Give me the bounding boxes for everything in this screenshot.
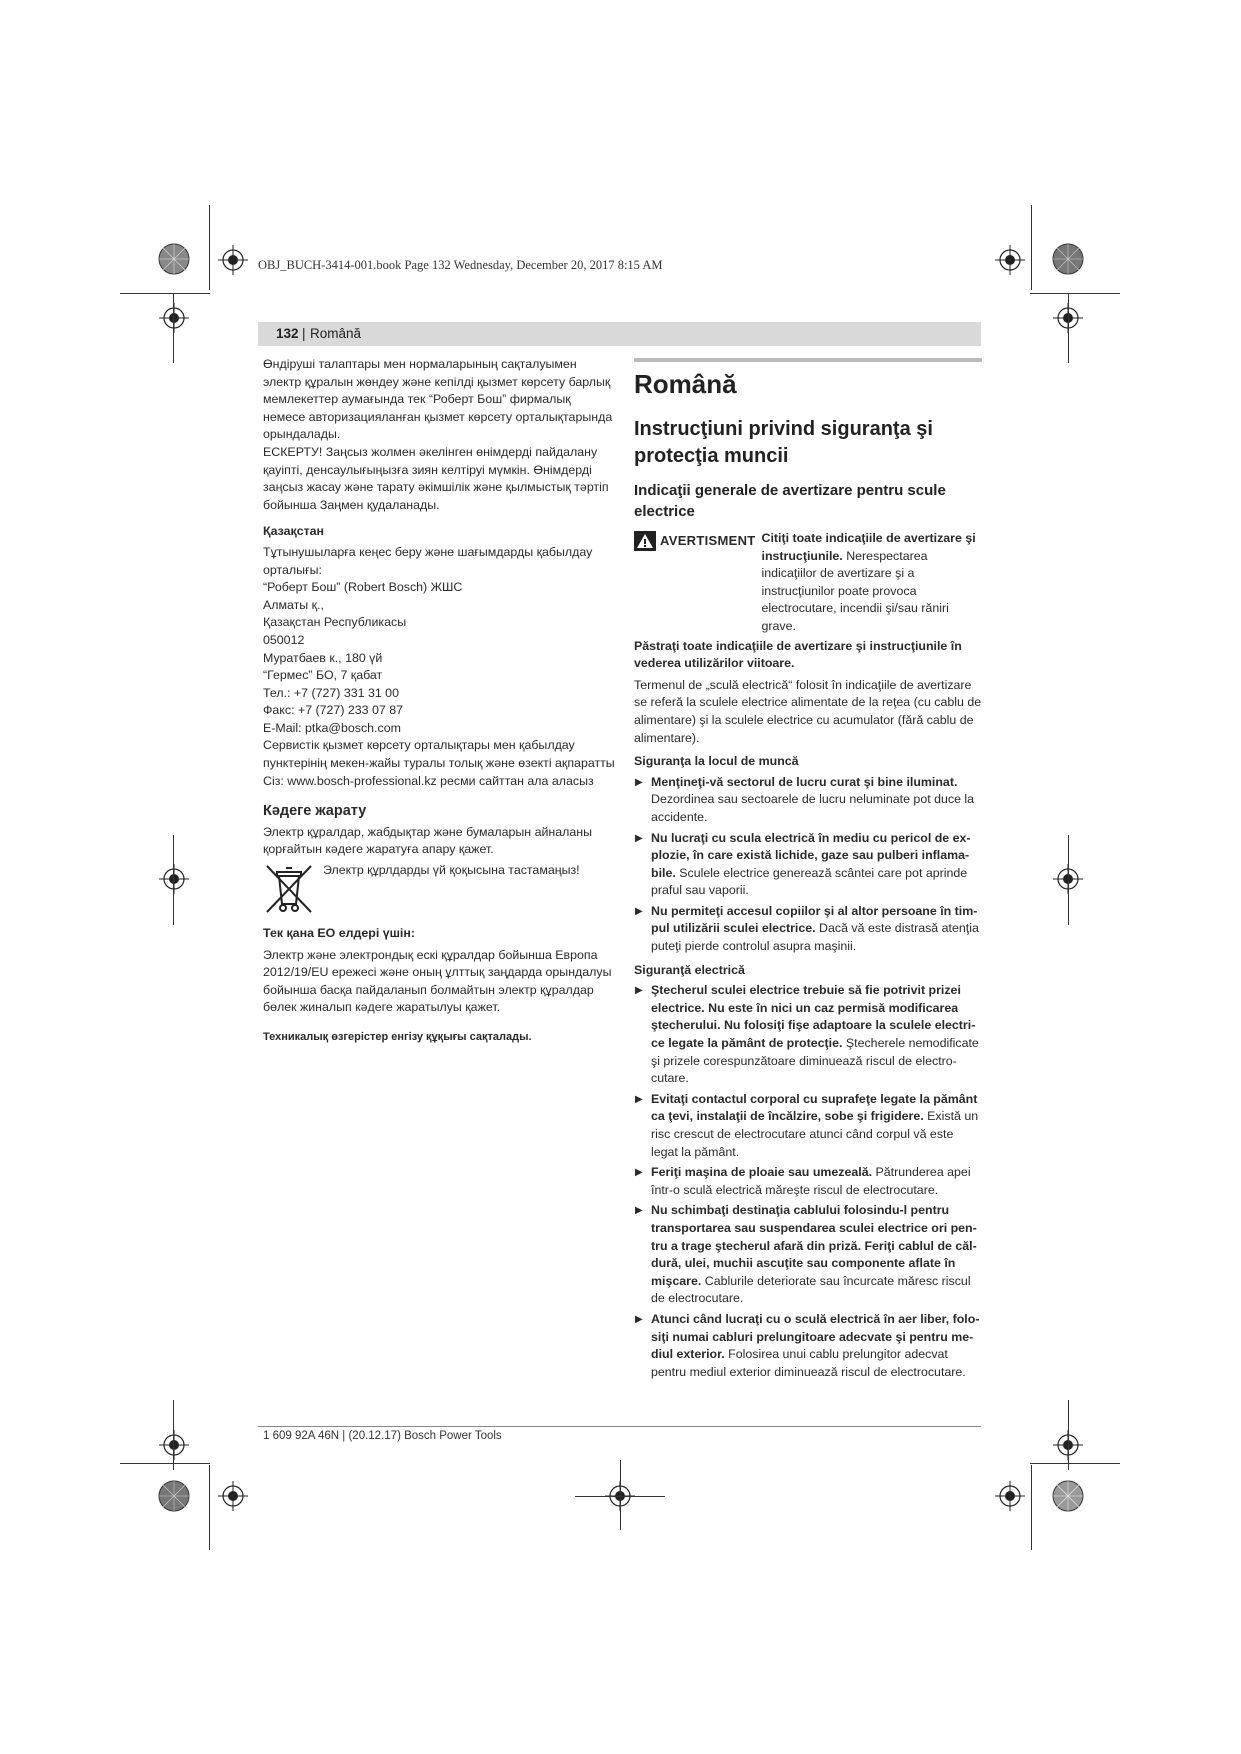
item-text: Dacă vă este distrasă atenţia puteţi pierde controlul asupra maşinii. [651, 921, 979, 954]
bullet-triangle-icon: ▶ [635, 776, 643, 788]
contact-line: “Роберт Бош” (Robert Bosch) ЖШС [263, 580, 463, 595]
workplace-item [634, 830, 982, 900]
running-header-bar [258, 322, 981, 346]
crosshair-icon [159, 1430, 189, 1460]
workplace-heading: Siguranţa la locul de muncă [634, 754, 799, 769]
crosshair-icon [995, 1481, 1025, 1511]
item-bold: Menţineţi-vă sectorul de lucru curat şi bine iluminat. [651, 774, 958, 789]
warning-text: Nerespectarea indicaţiilor de avertizare şi a instrucţiunilor poate provoca electrocutare, incendii şi/sau răniri grave. [761, 548, 949, 633]
bullet-triangle-icon: ▶ [635, 1313, 643, 1325]
contact-line: Тұтынушыларға кеңес беру және шағымдарды қабылдау орталығы: [263, 544, 593, 577]
registration-disc-icon [158, 1480, 190, 1512]
contact-line: 050012 [263, 632, 305, 647]
electrical-item [634, 1311, 982, 1381]
service-paragraph: Өндіруші талаптары мен нормаларының сақталуымен электр құралын жөндеу және кепілді қызмет көрсету барлық мемлекеттер аумағында тек “Роберт Бош” фирмалық немесе авторизацияланған қызмет көрсету орталықтарында орындалады. [263, 357, 613, 442]
left-column [263, 356, 615, 1047]
weee-notice [263, 862, 615, 916]
crosshair-icon [159, 864, 189, 894]
item-bold: Feriţi maşina de ploaie sau umezeală. [651, 1165, 873, 1180]
bullet-triangle-icon: ▶ [635, 832, 643, 844]
contact-line: Қазақстан Республикасы [263, 615, 407, 630]
item-text: Pătrunderea apei într-o sculă electrică măreşte riscul de electrocutare. [651, 1165, 971, 1197]
workplace-item [634, 774, 982, 827]
language-title: Română [634, 369, 737, 399]
registration-disc-icon [1052, 1480, 1084, 1512]
print-header: OBJ_BUCH-3414-001.book Page 132 Wednesday, December 20, 2017 8:15 AM [258, 258, 663, 272]
footer-rule [258, 1426, 981, 1427]
warning-badge [634, 531, 756, 551]
contact-line: Алматы қ., [263, 597, 324, 612]
item-bold: Ştecherul sculei electrice trebuie să fie potrivit prizei electrice. Nu este în nici un caz permisă modificarea ştecherului. Nu folosiţi fişe adaptoare la sculele electrice legate la pământ de protecţie. [651, 983, 976, 1051]
eu-text: Электр және электрондық ескі құралдар бойынша Европа 2012/19/EU ережесі және оның ұлттық заңдарда орындалуы бойынша басқа пайдаланып болмайтын электр құралдар бөлек жиналып кәдеге жаратылуы қажет. [263, 947, 612, 1015]
electrical-item [634, 982, 982, 1088]
item-text: Sculele electrice generează scântei care pot aprinde praful sau vaporii. [651, 865, 968, 898]
warning-triangle-icon [634, 531, 656, 551]
warning-block [634, 530, 982, 636]
subsection-title: Indicaţii generale de avertizare pentru scule electrice [634, 482, 946, 520]
item-text: Folosirea unui cablu prelungitor adecvat pentru mediul exterior diminuează riscul de electrocutare. [651, 1347, 966, 1379]
rights-note: Техникалық өзгерістер енгізу құқығы сақталады. [263, 1031, 532, 1043]
contact-line: Сервистік қызмет көрсету орталықтары мен қабылдау пунктерінің мекен-жайы туралы толық және өзекті ақпаратты Сіз: www.bosch-professional.kz ресми сайттан ала аласыз [263, 738, 615, 788]
crosshair-icon [995, 245, 1025, 275]
bullet-triangle-icon: ▶ [635, 1093, 643, 1105]
section-title: Instrucţiuni privind siguranţa şi protecţia muncii [634, 418, 933, 467]
electrical-item [634, 1091, 982, 1161]
contact-line: Факс: +7 (727) 233 07 87 [263, 703, 404, 718]
item-bold: Nu schimbaţi destinaţia cablului folosindu-l pentru transportarea sau suspendarea sculei electrice ori pentru a trage ştecherul afară din priză. Feriţi cablul de căldură, ulei, muchii ascuţite sau componente aflate în mişcare. [651, 1203, 977, 1288]
contact-line: Муратбаев к., 180 үй [263, 650, 383, 665]
warning-bold: Citiţi toate indicaţiile de avertizare şi instrucţiunile. [761, 531, 976, 563]
disposal-heading: Кәдеге жарату [263, 803, 367, 820]
bullet-triangle-icon: ▶ [635, 905, 643, 917]
disposal-text: Электр құралдар, жабдықтар және бумаларын айналаны қорғайтын кәдеге жаратуға апару қажет. [263, 824, 593, 857]
bullet-triangle-icon: ▶ [635, 985, 643, 997]
registration-disc-icon [158, 243, 190, 275]
bullet-triangle-icon: ▶ [635, 1205, 643, 1217]
contact-line: Тел.: +7 (727) 331 31 00 [263, 685, 399, 700]
item-text: Există un risc crescut de electrocutare atunci când corpul vă este legat la pământ. [651, 1109, 979, 1159]
warning-paragraph: ЕСКЕРТУ! Заңсыз жолмен әкелінген өнімдерді пайдалану қауіпті, денсаулығыңызға зиян келтіруі мүмкін. Өнімдерді заңсыз жасау және тарату әкімшілік және қылмыстық тәртіп бойынша Заңмен қудаланады. [263, 444, 609, 512]
item-text: Dezordinea sau sectoarele de lucru neluminate pot duce la accidente. [651, 792, 975, 824]
crosshair-icon [218, 245, 248, 275]
electrical-item [634, 1164, 982, 1199]
crosshair-icon [218, 1481, 248, 1511]
header-separator: | [302, 326, 306, 341]
header-language: Română [310, 326, 362, 341]
warning-label: AVERTISMENT [660, 533, 756, 549]
term-text: Termenul de „sculă electrică“ folosit în indicaţiile de avertizare se referă la sculele electrice alimentate de la reţea (cu cablu de alimentare) şi la sculele electrice cu acumulator (fără cablu de alimentare). [634, 677, 982, 745]
item-text: Ştecherele nemodificate şi prizele corespunzătoare diminuează riscul de electrocutare. [651, 1036, 979, 1086]
bullet-triangle-icon: ▶ [635, 1167, 643, 1179]
item-bold: Nu lucraţi cu scula electrică în mediu cu pericol de explozie, în care există lichide, gaze sau pulberi inflamabile. [651, 830, 971, 880]
footer-text: 1 609 92A 46N | (20.12.17) Bosch Power Tools [263, 1430, 502, 1442]
electrical-item [634, 1202, 982, 1308]
item-bold: Evitaţi contactul corporal cu suprafeţe legate la pământ ca ţevi, instalaţii de încălzire, sobe şi frigidere. [651, 1091, 978, 1124]
contact-line: E-Mail: ptka@bosch.com [263, 720, 401, 735]
eu-heading: Тек қана ЕО елдері үшін: [263, 926, 415, 941]
weee-text: Электр құрлдарды үй қоқысына тастамаңыз! [323, 863, 580, 878]
keep-note: Păstraţi toate indicaţiile de avertizare şi instrucţiunile în vederea utilizărilor viitoare. [634, 638, 962, 671]
crosshair-icon [159, 303, 189, 333]
contact-line: “Гермес” БО, 7 қабат [263, 668, 383, 683]
registration-disc-icon [1052, 243, 1084, 275]
crossed-out-bin-icon [263, 862, 315, 916]
workplace-item [634, 903, 982, 956]
electrical-heading: Siguranţă electrică [634, 962, 745, 977]
item-text: Cablurile deteriorate sau încurcate măresc riscul de electrocutare. [651, 1273, 971, 1306]
item-bold: Nu permiteţi accesul copiilor şi al altor persoane în timpul utilizării sculei electrice. [651, 903, 978, 936]
page-number: 132 [276, 326, 299, 341]
item-bold: Atunci când lucraţi cu o sculă electrică în aer liber, folosiţi numai cabluri prelungitoare adecvate şi pentru mediul exterior. [651, 1311, 980, 1362]
right-column [634, 358, 982, 1381]
kazakhstan-heading: Қазақстан [263, 524, 325, 539]
